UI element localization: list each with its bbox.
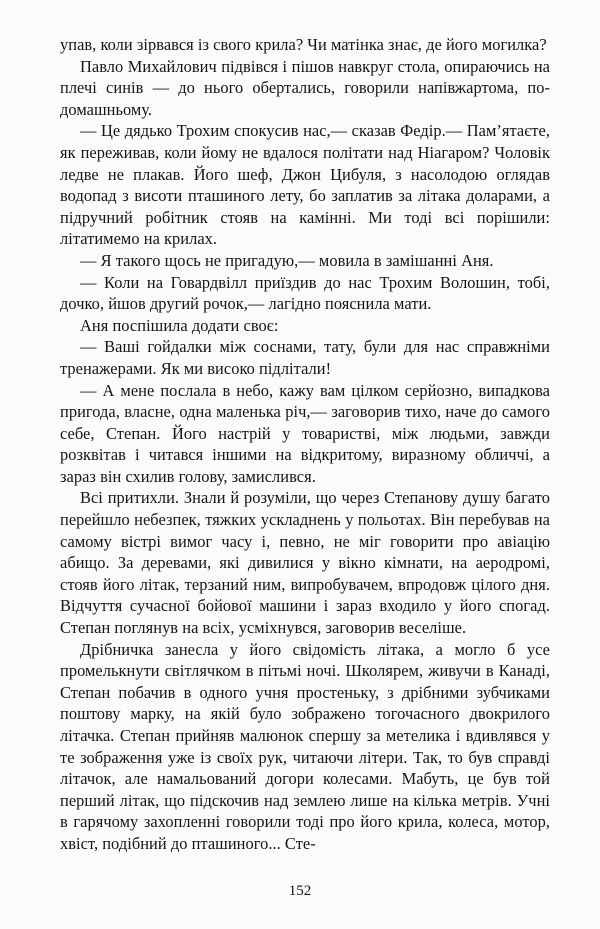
paragraph: Аня поспішила додати своє:	[80, 315, 279, 335]
paragraph: Дрібничка занесла у його свідомість літака, а могло б усе промелькнути світлячком в пітьмі ночі. Школярем, живучи в Канаді, Степан побачив в одного учня простеньку, з дрібними зубчиками поштову марку, на якій було зображено тогочасного двокрилого літачка. Степан прийняв малюнок спершу за метелика і вдивлявся у те зображення уже із своїх рук, читаючи літери. Так, то був справді літачок, але намальований догори колесами. Мабуть, це був той перший літак, що підскочив над землею лише на кілька метрів. Учні в гарячому захопленні говорили тоді про його крила, колеса, мотор, хвіст, подібний до пташиного... Сте-	[60, 639, 550, 853]
paragraph: Павло Михайлович підвівся і пішов навкруг стола, опираючись на плечі синів — до нього обертались, говорили напівжартома, по-домашньому.	[60, 56, 550, 119]
page-number: 152	[288, 883, 312, 899]
paragraph: упав, коли зірвався із свого крила? Чи матінка знає, де його могилка?	[60, 35, 547, 54]
paragraph: Всі притихли. Знали й розуміли, що через Степанову душу багато перейшло небезпек, тяжких ускладнень у польотах. Він перебував на самому вістрі вимог часу і, певно, не міг говорити про авіацію абищо. За деревами, які дивилися у вікно кімнати, на аеродромі, стояв його літак, терзаний ним, випробувачем, впродовж цілого дня. Відчуття сучасної бойової машини і зараз входило у його спогад. Степан поглянув на всіх, усміхнувся, заговорив веселіше.	[60, 488, 550, 638]
paragraph: — А мене послала в небо, кажу вам цілком серйозно, випадкова пригода, власне, одна маленька річ,— заговорив тихо, наче до самого себе, Степан. Його настрій у товаристві, між людьми, завжди розквітав і читався іншими на відкритому, виразному обличчі, а зараз він схилив голову, замислився.	[60, 380, 550, 486]
paragraph: — Ваші гойдалки між соснами, тату, були для нас справжніми тренажерами. Як ми високо підлітали!	[60, 337, 550, 378]
paragraph: — Коли на Говардвілл приїздив до нас Трохим Волошин, тобі, дочко, йшов другий рочок,— лагідно пояснила мати.	[60, 272, 550, 314]
body-text	[60, 34, 550, 855]
paragraph: — Це дядько Трохим спокусив нас,— сказав Федір.— Пам’ятаєте, як переживав, коли йому не вдалося політати над Ніагаром? Чоловік ледве не плакав. Його шеф, Джон Цибуля, з насолодою оглядав водопад з висоти пташиного лету, бо заплатив за літака доларами, а підручний робітник стояв на камінні. Ми тоді всі порішили: літатимемо на крилах.	[60, 121, 550, 249]
paragraph: — Я такого щось не пригадую,— мовила в замішанні Аня.	[80, 250, 494, 270]
